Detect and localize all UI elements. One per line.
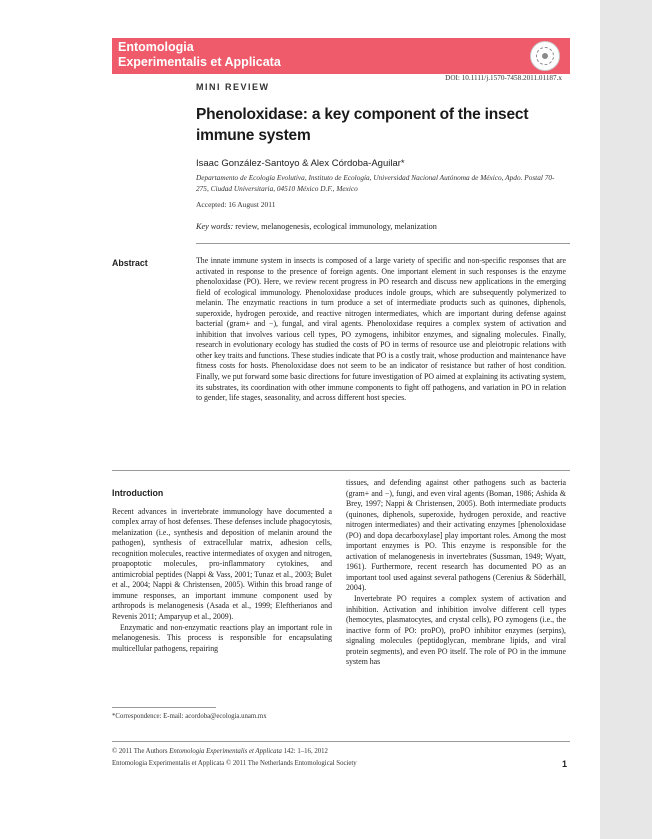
left-column <box>112 478 332 654</box>
society-seal-icon <box>530 41 560 71</box>
paragraph: Enzymatic and non-enzymatic reactions play an important role in melanogenesis. This process is responsible for encapsulating multicellular pathogens, repairing <box>112 622 332 653</box>
copyright-line2: Entomologia Experimentalis et Applicata © 2011 The Netherlands Entomological Society <box>112 760 357 767</box>
copyright-journal: Entomologia Experimentalis et Applicata <box>169 748 282 755</box>
page-number: 1 <box>562 759 568 769</box>
divider <box>196 243 570 244</box>
viewer-scrollbar-gutter[interactable] <box>600 0 652 839</box>
footnote-divider <box>112 707 216 708</box>
introduction-heading: Introduction <box>112 488 164 498</box>
section-label: MINI REVIEW <box>196 82 270 92</box>
footnote: *Correspondence: E-mail: acordoba@ecologia.unam.mx <box>112 713 267 720</box>
journal-name <box>118 40 281 70</box>
article-title: Phenoloxidase: a key component of the insect immune system <box>196 106 529 144</box>
copyright-line1 <box>112 748 328 755</box>
doi: DOI: 10.1111/j.1570-7458.2011.01187.x <box>445 74 562 82</box>
divider <box>112 741 570 742</box>
abstract-heading: Abstract <box>112 258 148 268</box>
copyright-post: 142: 1–16, 2012 <box>283 748 328 755</box>
journal-name-line2: Experimentalis et Applicata <box>118 55 281 69</box>
paragraph: Invertebrate PO requires a complex system of activation and inhibition. Activation and inhibition involve different cell types (hemocytes, plasmatocytes, and crystal cells), PO zymogens (i.e., the inactive form of PO: proPO), proPO inhibitor enzymes (serpins), signaling molecules (peptidoglycan, membrane lipids, and viral protein segments), and even PO itself. The role of PO in the immune system has <box>346 594 566 667</box>
right-column <box>346 478 566 668</box>
keywords-label: Key words: <box>196 222 234 231</box>
copyright-pre: © 2011 The Authors <box>112 748 168 755</box>
abstract-text: The innate immune system in insects is composed of a large variety of specific and non-specific responses that are activated in response to the presence of foreign agents. One important element in such responses is the enzyme phenoloxidase (PO). Here, we review recent progress in PO research and discuss new applications in the emerging field of ecological immunology. Phenoloxidase produces indole groups, which are subsequently polymerized to melanin. The enzymatic reactions in turn produce a set of intermediate products such as quinones, diphenols, superoxide, hydrogen peroxide, and reactive nitrogen intermediates, which are important during defense against bacterial (gram+ and −), fungal, and viral agents. Phenoloxidase requires a complex system of activation and inhibition that involves various cell types, PO zymogens, inhibitor enzymes, and signaling molecules. Finally, research in evolutionary ecology has studied the costs of PO in terms of resource use and pleiotropic relations with other key traits and functions. These studies indicate that PO is a costly trait, whose production and maintenance have fitness costs for hosts. Phenoloxidase does not seem to be an indicator of resistance but rather of host condition. Finally, we put forward some basic directions for future investigation of PO aimed at explaining its activating system, its substrates, its coordination with other immune components to fight off pathogens, and variation in PO in relation to gender, life stages, seasonality, and across different host species. <box>196 256 566 403</box>
affiliation: Departamento de Ecología Evolutiva, Instituto de Ecología, Universidad Nacional Autónoma de México, Apdo. Postal 70-275, Ciudad Universitaria, 04510 México D.F., Mexico <box>196 173 555 193</box>
paragraph: Recent advances in invertebrate immunology have documented a complex array of host defenses. These defenses include phagocytosis, melanization (i.e., synthesis and deposition of melanin around the pathogen), synthesis of extracellular matrix, adhesion cells, recognition molecules, reactive intermediates of oxygen and nitrogen, proapoptotic molecules, pro-inflammatory cytokines, and antimicrobial peptides (Nappi & Vass, 2001; Tunaz et al., 2003; Bulet et al., 2004; Nappi & Christensen, 2005). Within this broad range of immune responses, an important immune component used by arthropods is melanogenesis (Asada et al., 1999; Eleftherianos and Revenis 2011; Amparyup et al., 2009). <box>112 506 332 622</box>
accepted-date: Accepted: 16 August 2011 <box>196 200 276 209</box>
journal-banner <box>112 38 570 74</box>
keywords-text: review, melanogenesis, ecological immunology, melanization <box>235 222 437 231</box>
paragraph: tissues, and defending against other pathogens such as bacteria (gram+ and −), fungi, and even viral agents (Boman, 1986; Ashida & Brey, 1997; Nappi & Christensen, 2005). Both intermediate products (quinones, diphenols, superoxide, hydrogen peroxide, and reactive nitrogen intermediates) and their activating enzymes [phenoloxidase (PO) and dopa decarboxylase] play important roles. Among the most important enzymes is PO. This enzyme is responsible for the activation of melanogenesis in invertebrates (Sussman, 1949; Wyatt, 1961). Furthermore, recent research has documented PO as an important tool used against several pathogens (Cerenius & Söderhäll, 2004). <box>346 478 566 593</box>
journal-name-line1: Entomologia <box>118 40 194 54</box>
keywords <box>196 222 566 231</box>
authors: Isaac González-Santoyo & Alex Córdoba-Aguilar* <box>196 158 405 169</box>
divider <box>112 470 570 471</box>
